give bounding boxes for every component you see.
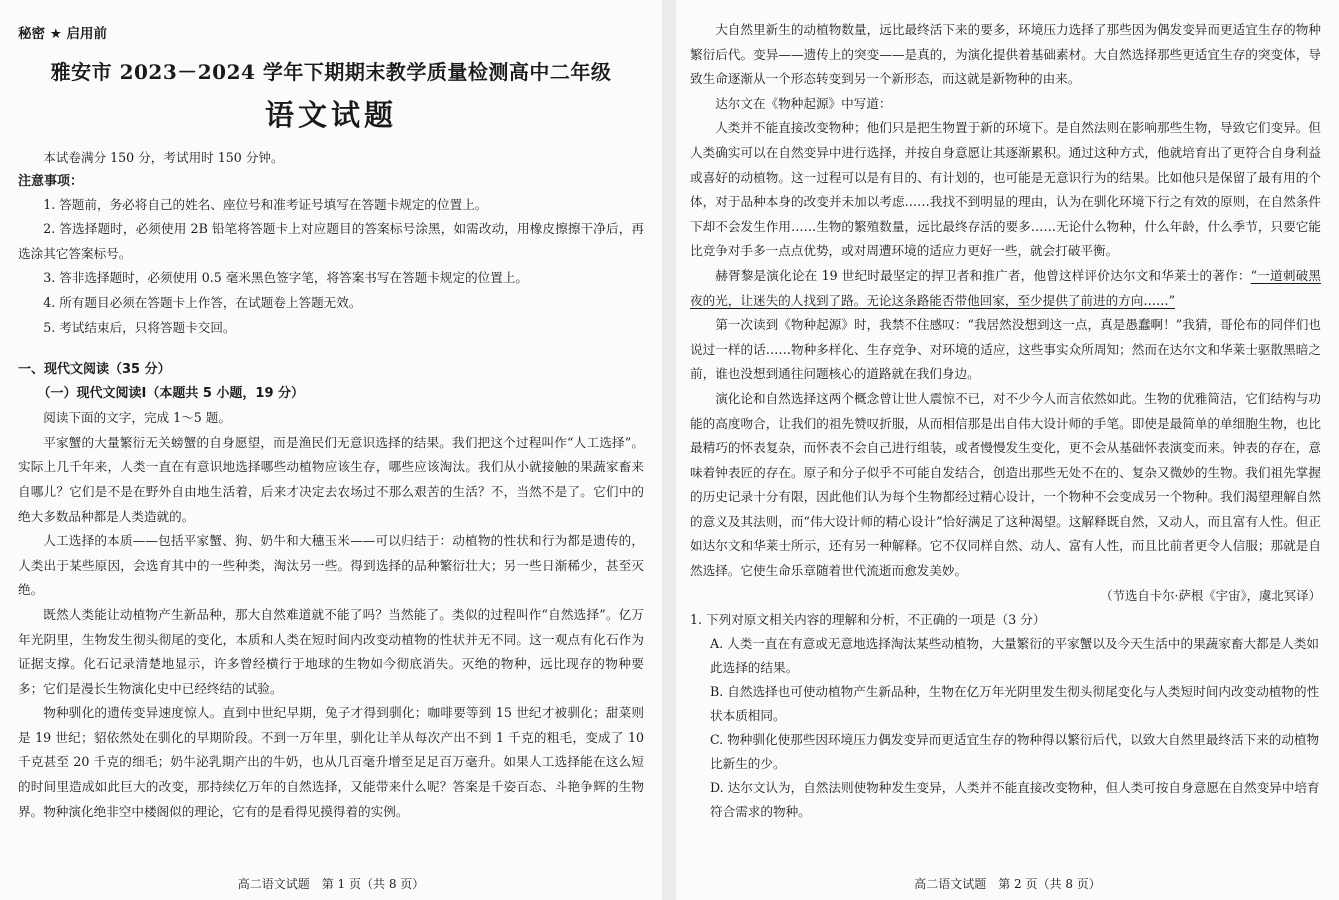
reading-instruction: 阅读下面的文字，完成 1～5 题。 <box>43 410 231 426</box>
option-a: A. 人类一直在有意或无意地选择淘汰某些动植物，大量繁衍的平家蟹以及今天生活中的果蔬家畜大都是人类如此选择的结果。 <box>710 635 1320 675</box>
reading-continued <box>690 18 1321 608</box>
exam-subtitle: 语文试题 <box>264 98 397 132</box>
note-item: 3. 答非选择题时，必须使用 0.5 毫米黑色签字笔，将答案书写在答题卡规定的位置上。 <box>43 270 529 286</box>
source-citation: （节选自卡尔·萨根《宇宙》，虞北冥译） <box>1100 587 1321 603</box>
instructions-block <box>18 146 644 340</box>
note-item: 1. 答题前，务必将自己的姓名、座位号和准考证号填写在答题卡规定的位置上。 <box>43 196 488 212</box>
subsection-heading: （一）现代文阅读Ⅰ（本题共 5 小题，19 分） <box>37 386 305 402</box>
question-stem: 1. 下列对原文相关内容的理解和分析，不正确的一项是（3 分） <box>690 611 1046 627</box>
darwin-quote: 人类并不能直接改变物种；他们只是把生物置于新的环境下。是自然法则在影响那些生物，导致它们变异。但人类确实可以在自然变异中进行选择，并按自身意愿让其逐渐累积。通过这种方式，他就培育出了更符合自身利益或喜好的动植物。这一过程可以是有目的、有计划的，也可能是无意识行为的结果。比如他只是保留了最有用的个体，对于品种本身的改变并未加以考虑……我找不到明显的理由，认为在驯化环境下行之有效的原则，在自然条件下却不会发生作用……生物的繁殖数量，远比最终存活的要多……无论什么物种，什么年龄，什么季节，只要它能比竞争对手多一点点优势，或对周遭环境的适应力更好一些，就会打破平衡。 <box>690 120 1321 259</box>
note-item: 4. 所有题目必须在答题卡上作答，在试题卷上答题无效。 <box>43 294 362 310</box>
paragraph: 演化论和自然选择这两个概念曾让世人震惊不已，对不少今人而言依然如此。生物的优雅简洁，它们结构与功能的高度吻合，让我们的祖先赞叹折服，从而相信那是出自伟大设计师的手笔。即使是最简单的单细胞生物，也比最精巧的怀表复杂，而怀表不会自己进行组装，或者慢慢发生变化，更不会从基础怀表演变而来。钟表的存在，意味着钟表匠的存在。原子和分子似乎不可能自发结合，创造出那些无处不在的、复杂又微妙的生物。我们祖先掌握的历史记录十分有限，因此他们认为每个生物都经过精心设计，一个物种不会变成另一个物种。我们渴望理解自然的意义及其法则，而“伟大设计师的精心设计”恰好满足了这种渴望。这解释既自然，又动人，而且富有人性。但正如达尔文和华莱士所示，还有另一种解释。它不仅同样自然、动人、富有人性，而且比前者更令人信服；那就是自然选择。它使生命乐章随着世代流逝而愈发美妙。 <box>690 390 1321 579</box>
paragraph <box>690 264 1321 313</box>
page-footer: 高二语文试题 第 1 页（共 8 页） <box>237 877 425 891</box>
reading-section <box>18 358 644 824</box>
notes-heading: 注意事项： <box>18 173 84 189</box>
secret-label: 秘密 ★ 启用前 <box>18 26 108 42</box>
paragraph: 第一次读到《物种起源》时，我禁不住感叹：“我居然没想到这一点，真是愚蠢啊！”我猜，哥伦布的同伴们也说过一样的话……物种多样化、生存竞争、对环境的适应，这些事实众所周知；然而在达尔文和华莱士驱散黑暗之前，谁也没想到通往问题核心的道路就在我们身边。 <box>690 317 1321 382</box>
paragraph: 达尔文在《物种起源》中写道： <box>715 95 892 111</box>
paragraph: 人工选择的本质——包括平家蟹、狗、奶牛和大穗玉米——可以归结于：动植物的性状和行为都是遗传的，人类出于某些原因，会选育其中的一些种类，淘汰另一些。得到选择的品种繁衍壮大；另一些日渐稀少，甚至灭绝。 <box>18 533 644 598</box>
page-gutter <box>662 0 676 900</box>
intro-text: 本试卷满分 150 分，考试用时 150 分钟。 <box>43 150 284 165</box>
paragraph: 大自然里新生的动植物数量，远比最终活下来的要多，环境压力选择了那些因为偶发变异而更适宜生存的物种繁衍后代。变异——遗传上的突变——是真的，为演化提供着基础素材。大自然选择那些更适宜生存的突变体，导致生命逐渐从一个形态转变到另一个新形态，而这就是新物种的由来。 <box>690 22 1321 87</box>
paragraph: 平家蟹的大量繁衍无关螃蟹的自身愿望，而是渔民们无意识选择的结果。我们把这个过程叫作“人工选择”。实际上几千年来，人类一直在有意识地选择哪些动植物应该生存，哪些应该淘汰。我们从小就接触的果蔬家畜来自哪儿？它们是不是在野外自由地生活着，后来才决定去农场过不那么艰苦的生活？不，当然不是了。它们中的绝大多数品种都是人类造就的。 <box>18 434 644 524</box>
option-d: D. 达尔文认为，自然法则使物种发生变异，人类并不能直接改变物种，但人类可按自身意愿在自然变异中培育符合需求的物种。 <box>710 779 1320 819</box>
page-2 <box>676 0 1339 900</box>
question-1 <box>690 608 1321 824</box>
option-b: B. 自然选择也可使动植物产生新品种，生物在亿万年光阴里发生彻头彻尾变化与人类短时间内改变动植物的性状本质相同。 <box>710 683 1320 723</box>
note-item: 2. 答选择题时，必须使用 2B 铅笔将答题卡上对应题目的答案标号涂黑，如需改动，用橡皮擦擦干净后，再选涂其它答案标号。 <box>18 221 644 261</box>
exam-title: 雅安市 2023－2024 学年下期期末教学质量检测高中二年级 <box>50 60 612 84</box>
section-heading: 一、现代文阅读（35 分） <box>18 362 171 378</box>
paragraph: 既然人类能让动植物产生新品种，那大自然难道就不能了吗？当然能了。类似的过程叫作“自然选择”。亿万年光阴里，生物发生彻头彻尾的变化，本质和人类在短时间内改变动植物的性状并无不同。这一观点有化石作为证据支撑。化石记录清楚地显示，许多曾经横行于地球的生物如今彻底消失。灭绝的物种，远比现存的物种要多；它们是漫长生物演化史中已经终结的试验。 <box>18 606 644 696</box>
huxley-intro: 赫胥黎是演化论在 19 世纪时最坚定的捍卫者和推广者，他曾这样评价达尔文和华莱士的著作： <box>715 267 1251 283</box>
paragraph: 物种驯化的遗传变异速度惊人。直到中世纪早期，兔子才得到驯化；咖啡要等到 15 世纪才被驯化；甜菜则是 19 世纪；貂依然处在驯化的早期阶段。不到一万年里，驯化让羊从每次产出不到 1 千克的粗毛，变成了 10 千克甚至 20 千克的细毛；奶牛泌乳期产出的牛奶，也从几百毫升增至足足百万毫升。如果人工选择能在这么短的时间里造成如此巨大的改变，那持续亿万年的自然选择，又能带来什么呢？答案是千姿百态、斗艳争辉的生物界。物种演化绝非空中楼阁似的理论，它有的是看得见摸得着的实例。 <box>18 705 644 819</box>
huxley-quote: “一道刺破黑夜的光，让迷失的人找到了路。无论这条路能否带他回家，至少提供了前进的方向……” <box>690 267 1321 308</box>
option-c: C. 物种驯化使那些因环境压力偶发变异而更适宜生存的物种得以繁衍后代，以致大自然里最终活下来的动植物比新生的少。 <box>710 731 1320 771</box>
page-1 <box>0 0 662 900</box>
note-item: 5. 考试结束后，只将答题卡交回。 <box>43 319 236 335</box>
page-footer: 高二语文试题 第 2 页（共 8 页） <box>914 877 1101 891</box>
